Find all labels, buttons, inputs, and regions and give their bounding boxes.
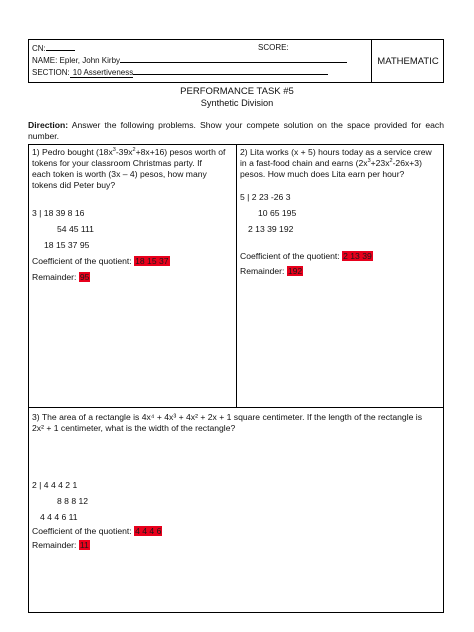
page-subtitle: Synthetic Division [200,98,274,108]
cn-blank[interactable] [46,43,75,51]
problem-2-coefficient: Coefficient of the quotient: 2 13 39 [240,251,372,261]
problem-2-text: 2) Lita works (x + 5) hours today as a service crew in a fast-food chain and earns $(2x^3+23x^2-26x+3)$ pesos. How much does Lita earn per hour? [240,147,432,179]
direction-text [28,120,444,141]
problem-3-work-row-1: 2 | 4 4 4 2 1 [32,480,78,490]
problem-1-remainder: Remainder: 95 [32,272,90,282]
grid-divider-horizontal [28,407,444,408]
problem-3-work-row-3: 4 4 4 6 11 [40,512,78,522]
score-field [258,43,289,54]
problem-3-remainder-answer: 11 [79,540,89,550]
problem-1-work-row-1: 3 | 18 39 8 16 [32,208,85,218]
name-blank[interactable] [120,55,347,63]
name-field [32,55,347,67]
page-title: PERFORMANCE TASK #5 [180,86,294,97]
direction-label: Direction: [28,120,69,130]
cn-field [32,43,75,55]
problem-3-remainder: Remainder: 11 [32,540,89,550]
section-field [32,67,328,79]
section-value: 10 Assertiveness [70,68,133,78]
problem-1-coefficient: Coefficient of the quotient: 18 15 37 [32,256,169,266]
name-label: NAME: Epler, John Kirby [32,56,121,65]
subject-label: MATHEMATIC [377,55,439,67]
problem-2-remainder-answer: 192 [287,266,303,276]
problem-1-text: 1) Pedro bought $(18x^3-39x^2+8x+16)$ pesos worth of tokens for your classroom Christmas party. If each token is worth (3x – 4) pesos, how many tokens did Peter buy? [32,147,226,190]
problem-2-work-row-2: 10 65 195 [258,208,297,218]
section-label: SECTION: [32,68,70,77]
grid-divider-vertical [236,144,237,407]
problem-1-coefficient-answer: 18 15 37 [135,256,169,266]
subject-box [371,39,444,83]
problem-2-work-row-1: 5 | 2 23 -26 3 [240,192,291,202]
score-label: SCORE: [258,43,289,52]
problem-3-coefficient: Coefficient of the quotient: 4 4 4 6 [32,526,162,536]
section-blank[interactable] [133,67,328,75]
problem-3-coefficient-answer: 4 4 4 6 [135,526,162,536]
problem-2-remainder: Remainder: 192 [240,266,303,276]
problem-2-work-row-3: 2 13 39 192 [248,224,294,234]
problem-3-text: 3) The area of a rectangle is 4x⁴ + 4x³ + 4x² + 2x + 1 square centimeter. If the length of the rectangle is 2x² + 1 centimeter, what is the width of the rectangle? [32,412,422,433]
direction-body: Answer the following problems. Show your compete solution on the space provided for each number. [28,120,444,141]
problem-1-remainder-answer: 95 [79,272,90,282]
problem-1-work-row-2: 54 45 111 [57,224,94,234]
problem-3-work-row-2: 8 8 8 12 [57,496,89,506]
cn-label: CN: [32,44,46,53]
problem-2-coefficient-answer: 2 13 39 [343,251,372,261]
problem-1-work-row-3: 18 15 37 95 [44,240,90,250]
